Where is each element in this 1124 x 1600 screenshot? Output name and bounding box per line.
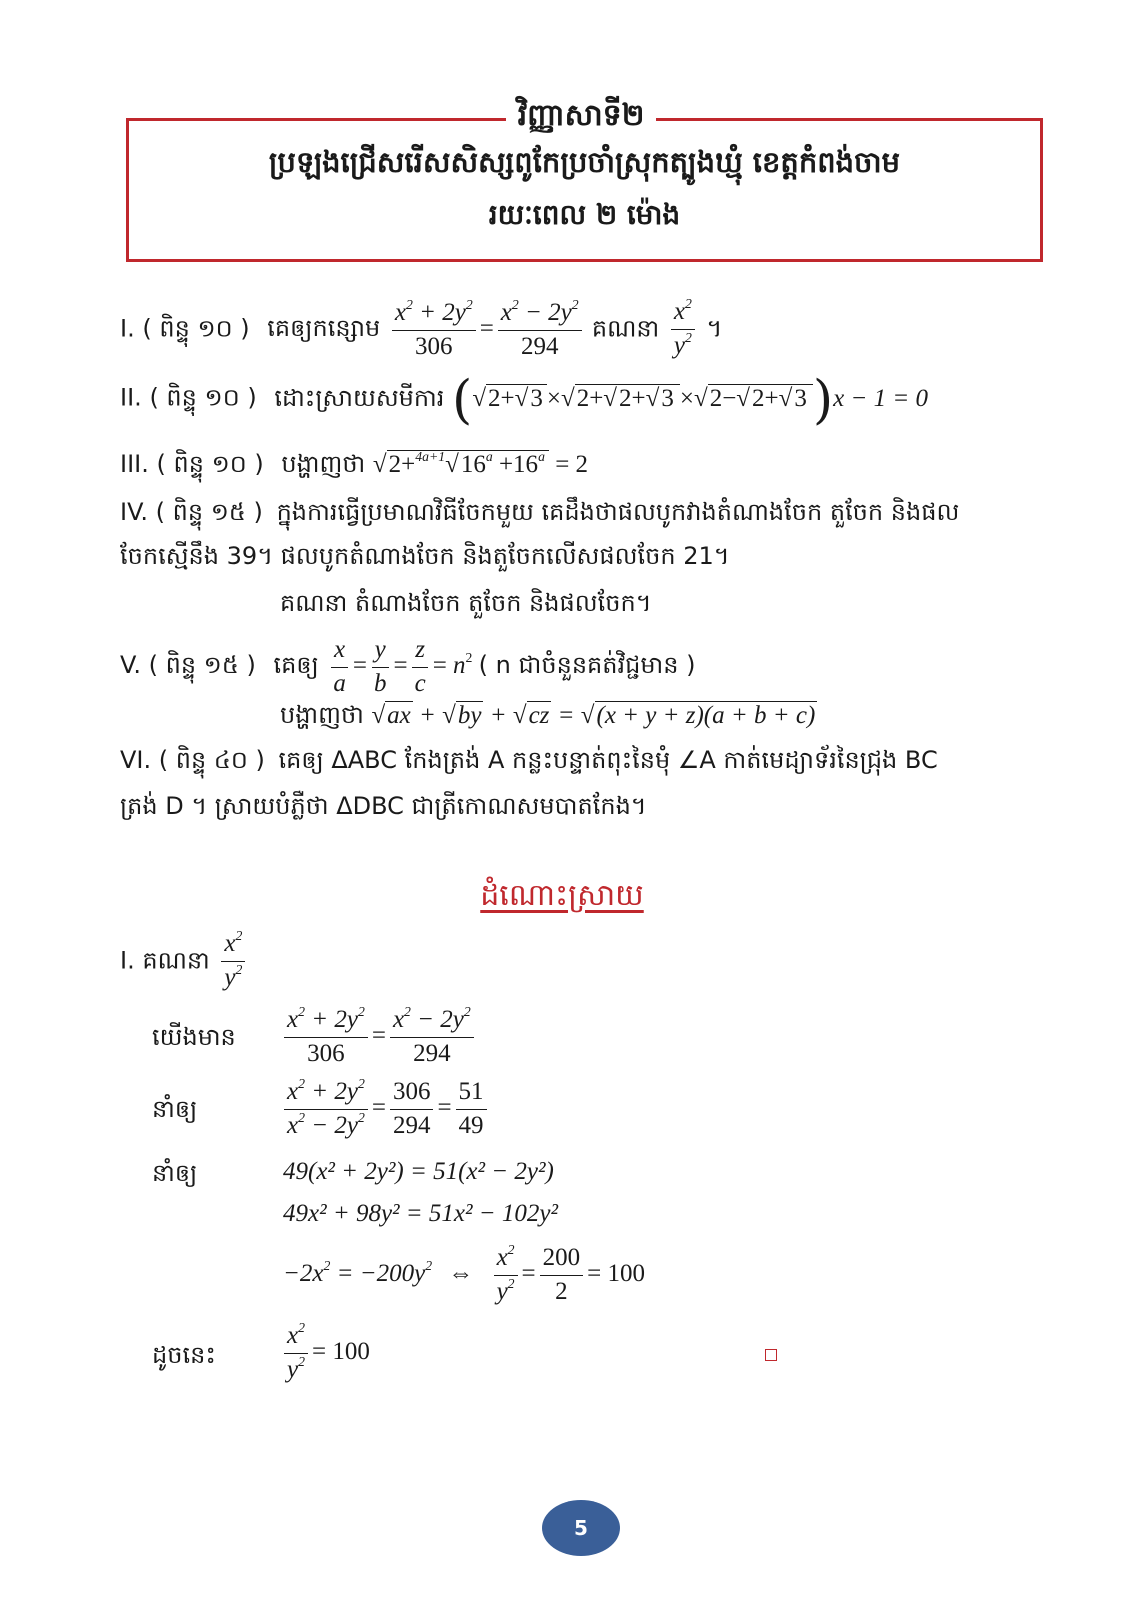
page-number-badge: 5 — [542, 1500, 620, 1556]
problem-points: ( ពិន្ទុ ១០ ) — [142, 314, 250, 343]
problem-5-claim: បង្ហាញថា √ax + √by + √cz = √(x + y + z)(a + b + c) — [280, 701, 816, 729]
problem-points: ( ពិន្ទុ ១០ ) — [149, 383, 257, 412]
problem-number: I. — [120, 314, 135, 343]
problem-text: គេឲ្យ ΔABC កែងត្រង់ A កន្លះបន្ទាត់ពុះនៃមុំ ∠A កាត់មេដ្យាទ័រនៃជ្រុង BC — [278, 746, 938, 774]
problem-3 — [120, 449, 588, 484]
exam-duration: រយៈពេល ២ ម៉ោង — [488, 198, 681, 231]
target-fraction: $\frac{x^2}{y^2}$ — [671, 298, 695, 361]
problem-text: បង្ហាញថា — [281, 450, 366, 478]
target-fraction: $\frac{x^2}{y^2}$ — [221, 930, 245, 993]
step-equation: 49(x² + 2y²) = 51(x² − 2y²) — [283, 1158, 554, 1185]
problem-number: VI. — [120, 746, 152, 774]
problem-4-line-2: ចែកស្មើនឹង 39។ ផលបូកតំណាងចែក និងតួចែកលើសផលចែក 21។ — [120, 542, 730, 570]
problem-points: ( ពិន្ទុ ១៥ ) — [155, 498, 263, 526]
problem-1 — [120, 298, 722, 362]
solution-heading: I. គណនា $\frac{x^2}{y^2}$ — [120, 930, 249, 993]
problem-number: III. — [120, 450, 149, 478]
solution-title: ដំណោះស្រាយ — [480, 878, 644, 913]
problem-text: គេឲ្យកន្សោម — [267, 314, 381, 343]
problem-points: ( ពិន្ទុ ១៥ ) — [148, 650, 256, 679]
problem-points: ( ពិន្ទុ ១០ ) — [156, 450, 264, 478]
equation: $√2+^{4a+1}√16^a +16^a = 2$ — [372, 449, 589, 478]
ratio-equation: $\frac{x}{a}$ = $\frac{y}{b}$ = $\frac{z}{c}$ = $n^2$ — [326, 652, 478, 679]
step-label: នាំឲ្យ — [152, 1159, 198, 1187]
problem-6-line-2: ត្រង់ D ។ ស្រាយបំភ្លឺថា ΔDBC ជាត្រីកោណសមបាតកែង។ — [120, 792, 647, 820]
given-equation: $\frac{x^2 + 2y^2}{306}$ = $\frac{x^2 - 2y^2}{294}$ — [388, 315, 592, 342]
problem-4-line-3: គណនា តំណាងចែក តួចែក និងផលចែក។ — [280, 589, 652, 617]
problem-2 — [120, 370, 928, 430]
problem-points: ( ពិន្ទុ ៤០ ) — [158, 746, 265, 774]
final-answer: $\frac{x^2}{y^2}$ = 100 — [280, 1322, 370, 1385]
equation: (√2+√3 ×√2+√2+√3 ×√2−√2+√3 )x − 1 = 0 — [452, 370, 928, 430]
step-label: ដូចនេះ — [152, 1341, 216, 1369]
problem-6 — [120, 745, 938, 780]
problem-text: ក្នុងការធ្វើប្រមាណវិធីចែកមួយ គេដឹងថាផលបូកវាងតំណាងចែក តួចែក និងផល — [276, 498, 960, 526]
step-label: យើងមាន — [152, 1023, 236, 1051]
problem-text: គេឲ្យ — [273, 650, 319, 679]
step-equation: $\frac{x^2 + 2y^2}{306}$ = $\frac{x^2 - 2y^2}{294}$ — [280, 1006, 478, 1069]
problem-number: V. — [120, 650, 141, 679]
problem-text: ។ — [706, 314, 723, 343]
step-label: នាំឲ្យ — [152, 1095, 198, 1123]
step-equation: 49x² + 98y² = 51x² − 102y² — [283, 1200, 558, 1227]
problem-number: IV. — [120, 498, 149, 526]
problem-number: II. — [120, 383, 142, 412]
step-equation: $\frac{x^2 + 2y^2}{x^2 - 2y^2}$ = $\frac{306}{294}$ = $\frac{51}{49}$ — [280, 1078, 491, 1141]
problem-note: ( n ជាចំនួនគត់វិជ្ជមាន ) — [478, 650, 696, 679]
exam-label: វិញ្ញាសាទី២ — [517, 98, 645, 133]
exam-title: ប្រឡងជ្រើសរើសសិស្សពូកែប្រចាំស្រុកត្បូងឃ្មុំ ខេត្តកំពង់ចាម — [268, 145, 901, 179]
problem-5 — [120, 636, 695, 699]
problem-text: គណនា — [591, 314, 660, 343]
problem-text: ដោះស្រាយសមីការ — [274, 383, 445, 412]
qed-square-icon — [765, 1349, 777, 1361]
problem-4 — [120, 497, 959, 532]
equation: √ax + √by + √cz = √(x + y + z)(a + b + c) — [371, 702, 816, 729]
step-equation: $-2x^2 = -200y^2$ ⇔ $\frac{x^2}{y^2}$ = $\frac{200}{2}$ = 100 — [283, 1242, 646, 1305]
